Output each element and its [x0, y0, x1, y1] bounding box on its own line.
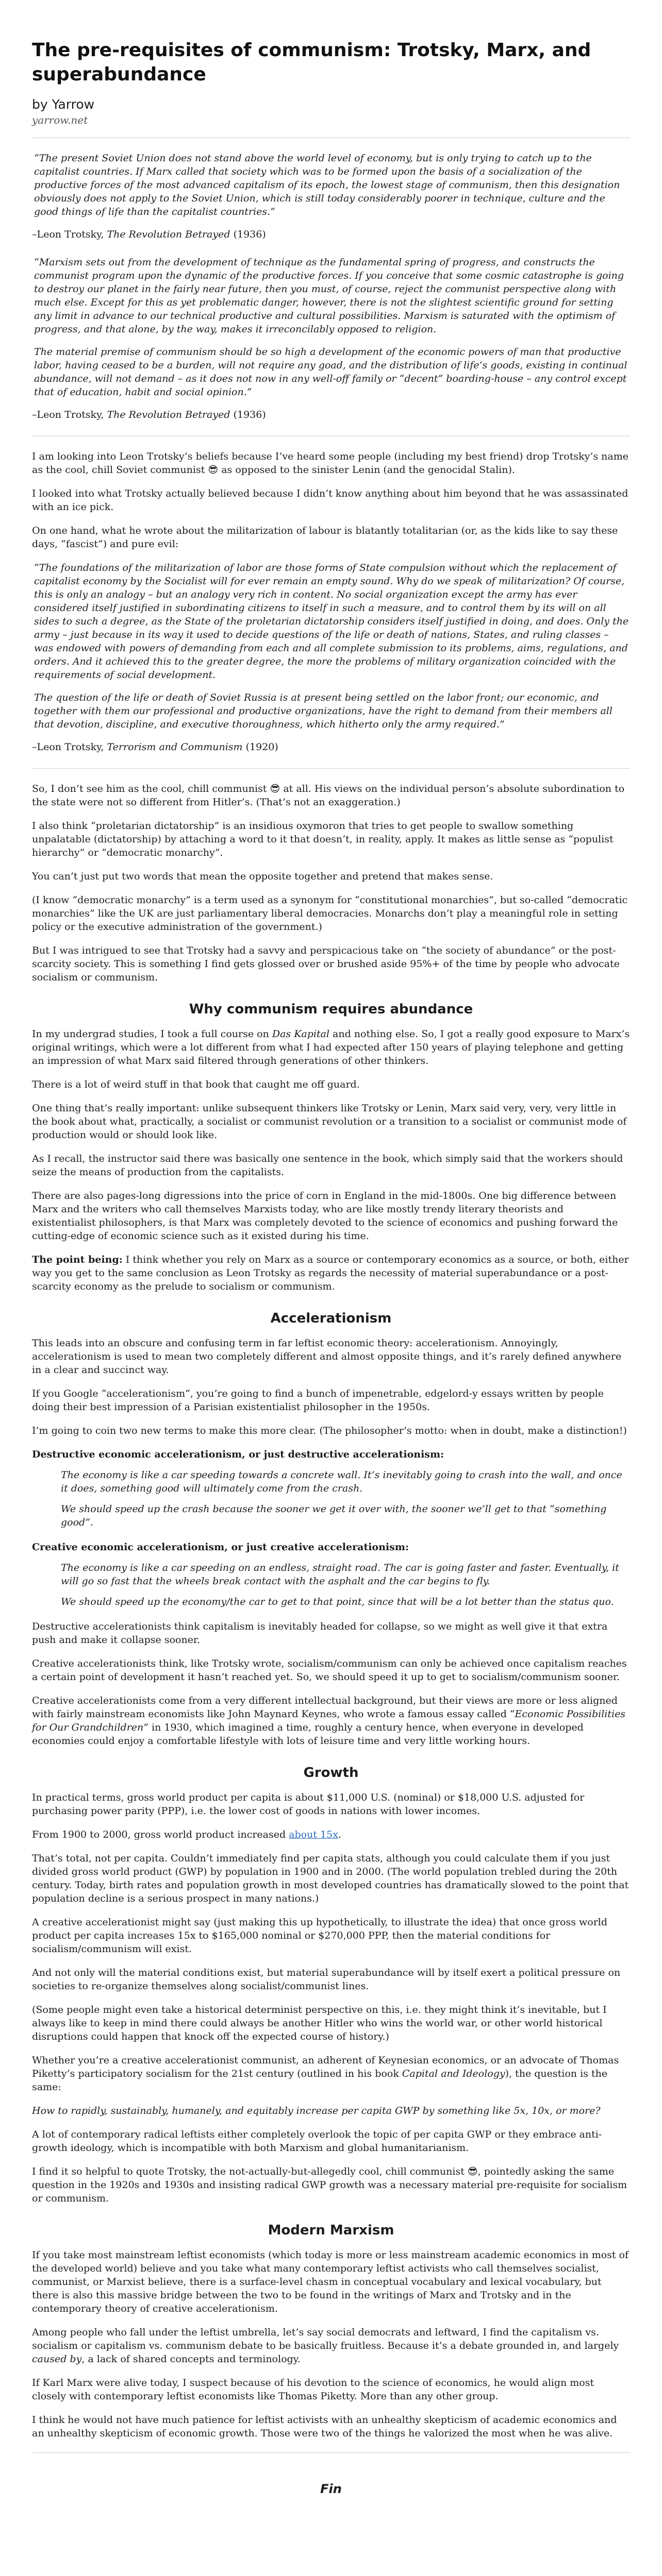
- body-paragraph: [32, 2054, 630, 2094]
- inset-quote: [61, 1561, 630, 1608]
- text-run: In my undergrad studies, I took a full course on: [32, 1028, 272, 1040]
- attribution-work: Terrorism and Communism: [107, 741, 243, 753]
- book-title: Das Kapital: [272, 1028, 329, 1040]
- text-run: ), the question is the same:: [32, 2068, 608, 2093]
- inset-quote: [61, 1468, 630, 1529]
- attribution-author: –Leon Trotsky,: [32, 229, 107, 240]
- term-label-destructive: Destructive economic accelerationism, or just destructive accelerationism:: [32, 1449, 444, 1460]
- opening-quote-2: [32, 256, 630, 399]
- body-paragraph: As I recall, the instructor said there was basically one sentence in the book, which simply said that the workers should seize the means of production from the capitalists.: [32, 1153, 623, 1178]
- section-divider: [32, 768, 630, 769]
- body-paragraph: There are also pages-long digressions into the price of corn in England in the mid-1800s. One big difference between Marx and the writers who call themselves Marxists today, who are like mostly trendy literary theorists and existentialist philosophers, is that Marx was completely devoted to the science of economics and pushing forward the cutting-edge of economic science such as it existed during his time.: [32, 1190, 618, 1242]
- text-run: Creative accelerationists come from a very different intellectual background, but their views are more or less aligned with fairly mainstream economists like John Maynard Keynes, who wrote a famous essay called “: [32, 1695, 618, 1720]
- emphasis: caused by: [32, 2353, 82, 2365]
- author-byline: by Yarrow: [32, 97, 95, 112]
- section-heading-modern-marxism: Modern Marxism: [268, 2223, 394, 2238]
- section-heading-growth: Growth: [303, 1765, 359, 1781]
- section-heading-accelerationism: Accelerationism: [270, 1311, 392, 1326]
- text-run: .: [338, 1829, 341, 1840]
- attribution-author: –Leon Trotsky,: [32, 409, 107, 420]
- quote-paragraph: We should speed up the crash because the sooner we get it over with, the sooner we’ll get to that “something good”.: [61, 1503, 607, 1528]
- body-paragraph: [32, 1828, 630, 1841]
- text-run: and nothing else. So, I got a really good exposure to Marx’s original writings, which were a lot different from what I had expected after 150 years of playing telephone and getting an impression of what Marx said filtered through generations of other thinkers.: [32, 1028, 630, 1066]
- text-run: Whether you’re a creative accelerationist communist, an adherent of Keynesian economics, or an advocate of Thomas Piketty’s participatory socialism for the 21st century (outlined in his book: [32, 2055, 619, 2079]
- text-run: at all. His views on the individual person’s absolute subordination to the state were not so different from Hitler’s. (That’s not an exaggeration.): [32, 783, 625, 808]
- text-run: Among people who fall under the leftist umbrella, let’s say social democrats and leftward, I find the capitalism vs. socialism or capitalism vs. communism debate to be basically fruitless. Because it’s a debate grounded in, and largely: [32, 2327, 619, 2351]
- body-paragraph: If you take most mainstream leftist economists (which today is more or less mainstream academic economics in most of the developed world) believe and you take what many contemporary leftist activists who call themselves socialist, communist, or Marxist believe, there is a surface-level chasm in conceptual vocabulary and lexical vocabulary, but there is also this massive bridge between the two to be found in the writings of Marx and Trotsky and in the contemporary theory of creative accelerationism.: [32, 2249, 628, 2314]
- body-paragraph: A lot of contemporary radical leftists either completely overlook the topic of per capita GWP or they embrace anti-growth ideology, which is incompatible with both Marxism and global humanitarianism.: [32, 2129, 602, 2154]
- body-paragraph: This leads into an obscure and confusing term in far leftist economic theory: accelerationism. Annoyingly, accelerationism is used to mean two completely different and almost opposite things, and it’s rarely defined anywhere in a clear and succinct way.: [32, 1337, 622, 1376]
- quote-paragraph: The economy is like a car speeding towards a concrete wall. It’s inevitably going to crash into the wall, and once it does, something good will ultimately come from the crash.: [61, 1469, 622, 1494]
- body-paragraph: And not only will the material conditions exist, but material superabundance will by itself exert a political pressure on societies to re-organize themselves along socialist/communist lines.: [32, 1967, 621, 1992]
- body-paragraph: That’s total, not per capita. Couldn’t immediately find per capita stats, although you could calculate them if you just divided gross world product (GWP) by population in 1900 and in 2000. (The world population trebled during the 20th century. Today, birth rates and population growth in most developed countries has dramatically slowed to the point that population decline is a serious prospect in many nations.): [32, 1853, 629, 1904]
- quote-paragraph: “The foundations of the militarization of labor are those forms of State compulsion without which the replacement of capitalist economy by the Socialist will for ever remain an empty sound. Why do we speak of militarization? Of course, this is only an analogy – but an analogy very rich in content. No social organization except the army has ever considered itself justified in subordinating citizens to itself in such a measure, and to control them by its will on all sides to such a degree, as the State of the proletarian dictatorship considers itself justified in doing, and does. Only the army – just because in its way it used to decide questions of the life or death of nations, States, and ruling classes – was endowed with powers of demanding from each and all complete submission to its problems, aims, regulations, and orders. And it achieved this to the greater degree, the more the problems of military organization coincided with the requirements of social development.: [34, 562, 629, 681]
- body-paragraph: There is a lot of weird stuff in that book that caught me off guard.: [32, 1079, 360, 1090]
- quote-paragraph: The material premise of communism should be so high a development of the economic powers of man that productive labor, having ceased to be a burden, will not require any goad, and the distribution of life’s goods, existing in continual abundance, will not demand – as it does not now in any well-off family or “decent” boarding-house – any control except that of education, habit and social opinion.”: [34, 346, 627, 398]
- body-paragraph: A creative accelerationist might say (just making this up hypothetically, to illustrate the idea) that once gross world product per capita increases 15x to $165,000 nominal or $270,000 PPP, then the material conditions for socialism/communism will exist.: [32, 1917, 608, 1955]
- body-paragraph: [32, 782, 630, 809]
- body-paragraph: [32, 450, 630, 477]
- attribution-work: The Revolution Betrayed: [107, 229, 230, 240]
- terrorism-quote: [32, 561, 630, 731]
- body-paragraph: One thing that’s really important: unlike subsequent thinkers like Trotsky or Lenin, Marx said very, very, very little in the book about what, practically, a socialist or communist revolution or a transition to a socialist or communist mode of production would or should look like.: [32, 1103, 627, 1141]
- attribution-work: The Revolution Betrayed: [107, 409, 230, 420]
- attribution-year: (1936): [230, 229, 266, 240]
- page-title: The pre-requisites of communism: Trotsky, Marx, and superabundance: [32, 40, 591, 85]
- sunglasses-emoji-icon: 😎: [208, 464, 219, 476]
- gwp-growth-link[interactable]: about 15x: [289, 1829, 338, 1840]
- body-paragraph: [32, 2326, 630, 2366]
- section-heading-abundance: Why communism requires abundance: [189, 1002, 473, 1017]
- body-paragraph: (Some people might even take a historical determinist perspective on this, i.e. they might think it’s inevitable, but I always like to keep in mind there could always be another Hitler who wins the world war, or other world historical disruptions could happen that knock off the expected course of history.): [32, 2004, 607, 2042]
- article-page: [32, 0, 630, 2496]
- attribution-year: (1920): [242, 741, 278, 753]
- body-paragraph: [32, 1694, 630, 1748]
- body-paragraph: Creative accelerationists think, like Trotsky wrote, socialism/communism can only be achieved once capitalism reaches a certain point of development it hasn’t reached yet. So, we should speed it up to get to socialism/communism sooner.: [32, 1658, 627, 1683]
- text-run: , a lack of shared concepts and terminology.: [81, 2353, 301, 2365]
- text-run: as opposed to the sinister Lenin (and the genocidal Stalin).: [218, 464, 515, 476]
- text-run: So, I don’t see him as the cool, chill communist: [32, 783, 270, 794]
- opening-quote-1: [32, 151, 630, 218]
- quote-paragraph: “Marxism sets out from the development of technique as the fundamental spring of progress, and constructs the communist program upon the dynamic of the productive forces. If you conceive that some cosmic catastrophe is going to destroy our planet in the fairly near future, then you must, of course, reject the communist perspective along with much else. Except for this as yet problematic danger, however, there is not the slightest scientific ground for setting any limit in advance to our technical productive and cultural possibilities. Marxism is saturated with the optimism of progress, and that alone, by the way, makes it irreconcilably opposed to religion.: [34, 257, 624, 335]
- body-paragraph: Destructive accelerationists think capitalism is inevitably headed for collapse, so we might as well give it that extra push and make it collapse sooner.: [32, 1621, 608, 1646]
- body-paragraph: I also think “proletarian dictatorship” is an insidious oxymoron that tries to get people to swallow something unpalatable (dictatorship) by attaching a word to it that doesn’t, in reality, apply. It makes as little sense as “populist hierarchy” or “democratic monarchy”.: [32, 820, 614, 858]
- quote-attribution: [32, 740, 630, 754]
- sunglasses-emoji-icon: 😎: [467, 2166, 478, 2177]
- fin-marker: Fin: [320, 2482, 342, 2496]
- text-run: I find it so helpful to quote Trotsky, the not-actually-but-allegedly cool, chill communist: [32, 2166, 468, 2177]
- body-paragraph: In practical terms, gross world product per capita is about $11,000 U.S. (nominal) or $18,000 U.S. adjusted for purchasing power parity (PPP), i.e. the lower cost of goods in nations with lower incomes.: [32, 1792, 585, 1817]
- body-paragraph: [32, 1253, 630, 1293]
- text-run: , pointedly asking the same question in the 1920s and 1930s and insisting radical GWP growth was a necessary material pre-requisite for socialism or communism.: [32, 2166, 627, 2204]
- text-run: From 1900 to 2000, gross world product increased: [32, 1829, 289, 1840]
- quote-paragraph: “The present Soviet Union does not stand above the world level of economy, but is only trying to catch up to the capitalist countries. If Marx called that society which was to be formed upon the basis of a socialization of the productive forces of the most advanced capitalism of its epoch, the lowest stage of communism, then this designation obviously does not apply to the Soviet Union, which is still today considerably poorer in technique, culture and the good things of life than the capitalist countries.”: [34, 152, 620, 217]
- quote-attribution: [32, 228, 630, 241]
- body-paragraph: On one hand, what he wrote about the militarization of labour is blatantly totalitarian (or, as the kids like to say these days, “fascist”) and pure evil:: [32, 525, 618, 550]
- quote-paragraph: We should speed up the economy/the car to get to that point, since that will be a lot better than the status quo.: [61, 1596, 614, 1607]
- body-paragraph: I think he would not have much patience for leftist activists with an unhealthy skepticism of academic economics and an unhealthy skepticism of economic growth. Those were two of the things he valorized the most when he was alive.: [32, 2414, 617, 2439]
- attribution-year: (1936): [230, 409, 266, 420]
- body-paragraph: [32, 2165, 630, 2205]
- body-paragraph: If Karl Marx were alive today, I suspect because of his devotion to the science of economics, he would align most closely with contemporary leftist economists like Thomas Piketty. More than any other group.: [32, 2377, 594, 2402]
- point-label: The point being:: [32, 1254, 123, 1265]
- sunglasses-emoji-icon: 😎: [270, 783, 280, 794]
- essay-title: Economic Possibilities for Our Grandchildren: [32, 1708, 626, 1733]
- key-question: How to rapidly, sustainably, humanely, and equitably increase per capita GWP by something like 5x, 10x, or more?: [32, 2105, 601, 2116]
- body-paragraph: I looked into what Trotsky actually believed because I didn’t know anything about him beyond that he was assassinated with an ice pick.: [32, 488, 628, 513]
- body-paragraph: But I was intrigued to see that Trotsky had a savvy and perspicacious take on “the society of abundance” or the post-scarcity society. This is something I find gets glossed over or brushed aside 95%+ of the time by people who advocate socialism or communism.: [32, 945, 620, 983]
- body-paragraph: [32, 1027, 630, 1067]
- quote-paragraph: The question of the life or death of Soviet Russia is at present being settled on the labor front; our economic, and together with them our professional and productive organizations, have the right to demand from their members all that devotion, discipline, and executive thoroughness, which hitherto only the army required.”: [34, 692, 613, 730]
- term-label-creative: Creative economic accelerationism, or just creative accelerationism:: [32, 1541, 409, 1553]
- quote-paragraph: The economy is like a car speeding on an endless, straight road. The car is going faster and faster. Eventually, it will go so fast that the wheels break contact with the asphalt and the car begins to fly.: [61, 1562, 619, 1587]
- book-title: Capital and Ideology: [402, 2068, 505, 2079]
- body-paragraph: I’m going to coin two new terms to make this more clear. (The philosopher’s motto: when in doubt, make a distinction!): [32, 1425, 627, 1436]
- text-run: I think whether you rely on Marx as a source or contemporary economics as a source, or both, either way you get to the same conclusion as Leon Trotsky as regards the necessity of material superabundance or a post-scarcity economy as the prelude to socialism or communism.: [32, 1254, 629, 1292]
- body-paragraph: You can’t just put two words that mean the opposite together and pretend that makes sense.: [32, 871, 493, 882]
- body-paragraph: (I know “democratic monarchy” is a term used as a synonym for “constitutional monarchies”, but so-called “democratic monarchies” like the UK are just parliamentary liberal democracies. Monarchs don’t play a meaningful role in setting policy or the executive administration of the government.): [32, 894, 628, 933]
- end-divider: [32, 2452, 630, 2453]
- quote-attribution: [32, 408, 630, 421]
- text-run: I am looking into Leon Trotsky’s beliefs because I’ve heard some people (including my best friend) drop Trotsky’s name as the cool, chill Soviet communist: [32, 451, 628, 476]
- attribution-author: –Leon Trotsky,: [32, 741, 107, 753]
- body-paragraph: If you Google “accelerationism”, you’re going to find a bunch of impenetrable, edgelord-y essays written by people doing their best impression of a Parisian existentialist philosopher in the 1950s.: [32, 1388, 604, 1413]
- site-name: yarrow.net: [32, 114, 88, 126]
- text-run: ” in 1930, which imagined a time, roughly a century hence, when everyone in developed economies could enjoy a comfortable lifestyle with lots of leisure time and very little working hours.: [32, 1722, 584, 1747]
